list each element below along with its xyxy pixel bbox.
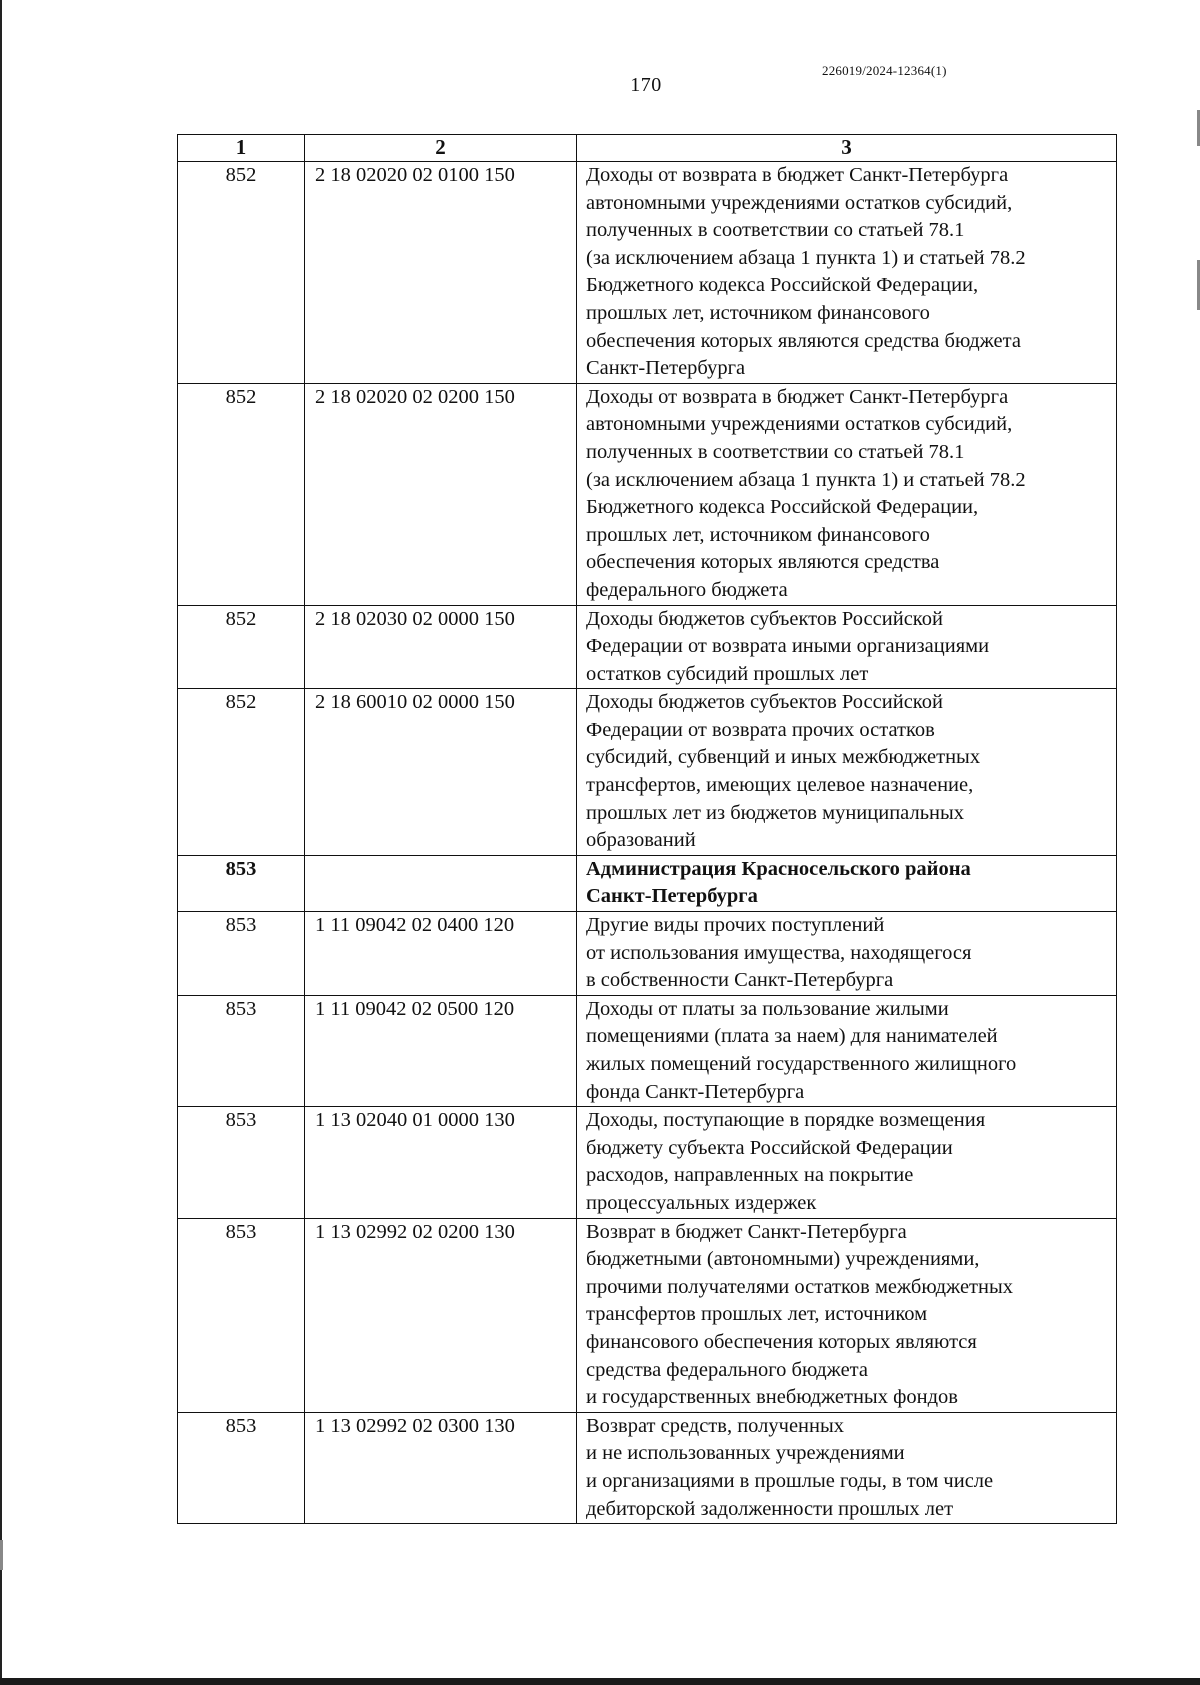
table-row bbox=[178, 1412, 1117, 1523]
kbk-code-cell: 2 18 02020 02 0100 150 bbox=[305, 162, 577, 384]
table-row bbox=[178, 605, 1117, 689]
column-header-3: 3 bbox=[577, 135, 1117, 162]
description-cell: Доходы бюджетов субъектов Российской Федерации от возврата иными организациями остатков субсидий прошлых лет bbox=[577, 605, 1117, 689]
admin-code-cell: 853 bbox=[178, 912, 305, 996]
admin-code-cell: 853 bbox=[178, 855, 305, 911]
kbk-code-cell: 2 18 60010 02 0000 150 bbox=[305, 689, 577, 856]
document-registration-number: 226019/2024-12364(1) bbox=[822, 63, 947, 78]
description-cell: Доходы бюджетов субъектов Российской Федерации от возврата прочих остатков субсидий, субвенций и иных межбюджетных трансфертов, имеющих целевое назначение, прошлых лет из бюджетов муниципальных образований bbox=[577, 689, 1117, 856]
kbk-code-cell: 1 13 02040 01 0000 130 bbox=[305, 1107, 577, 1218]
description-cell: Доходы, поступающие в порядке возмещения бюджету субъекта Российской Федерации расходов, направленных на покрытие процессуальных издержек bbox=[577, 1107, 1117, 1218]
table-header-row bbox=[178, 135, 1117, 162]
kbk-code-cell: 1 13 02992 02 0300 130 bbox=[305, 1412, 577, 1523]
kbk-code-cell: 2 18 02030 02 0000 150 bbox=[305, 605, 577, 689]
scan-margin-mark bbox=[0, 1540, 3, 1570]
admin-code-cell: 853 bbox=[178, 1218, 305, 1412]
scan-left-border bbox=[0, 0, 2, 1678]
section-title-cell: Администрация Красносельского района Санкт-Петербурга bbox=[577, 855, 1117, 911]
table-row bbox=[178, 912, 1117, 996]
description-cell: Возврат в бюджет Санкт-Петербурга бюджетными (автономными) учреждениями, прочими получателями остатков межбюджетных трансфертов прошлых лет, источником финансового обеспечения которых являются средства федерального бюджета и государственных внебюджетных фондов bbox=[577, 1218, 1117, 1412]
column-header-2: 2 bbox=[305, 135, 577, 162]
description-cell: Другие виды прочих поступлений от использования имущества, находящегося в собственности Санкт-Петербурга bbox=[577, 912, 1117, 996]
table-row bbox=[178, 995, 1117, 1106]
description-cell: Возврат средств, полученных и не использованных учреждениями и организациями в прошлые годы, в том числе дебиторской задолженности прошлых лет bbox=[577, 1412, 1117, 1523]
admin-code-cell: 853 bbox=[178, 1412, 305, 1523]
scan-bottom-border bbox=[0, 1678, 1200, 1685]
table-row bbox=[178, 689, 1117, 856]
admin-code-cell: 852 bbox=[178, 605, 305, 689]
kbk-code-cell: 1 13 02992 02 0200 130 bbox=[305, 1218, 577, 1412]
description-cell: Доходы от платы за пользование жилыми помещениями (плата за наем) для нанимателей жилых помещений государственного жилищного фонда Санкт-Петербурга bbox=[577, 995, 1117, 1106]
description-cell: Доходы от возврата в бюджет Санкт-Петербурга автономными учреждениями остатков субсидий, полученных в соответствии со статьей 78.1 (за исключением абзаца 1 пункта 1) и статьей 78.2 Бюджетного кодекса Российской Федерации, прошлых лет, источником финансового обеспечения которых являются средства бюджета Санкт-Петербурга bbox=[577, 162, 1117, 384]
column-header-1: 1 bbox=[178, 135, 305, 162]
page-number: 170 bbox=[630, 74, 662, 96]
table-row bbox=[178, 383, 1117, 605]
kbk-code-cell: 1 11 09042 02 0500 120 bbox=[305, 995, 577, 1106]
description-cell: Доходы от возврата в бюджет Санкт-Петербурга автономными учреждениями остатков субсидий, полученных в соответствии со статьей 78.1 (за исключением абзаца 1 пункта 1) и статьей 78.2 Бюджетного кодекса Российской Федерации, прошлых лет, источником финансового обеспечения которых являются средства федерального бюджета bbox=[577, 383, 1117, 605]
admin-code-cell: 852 bbox=[178, 162, 305, 384]
table-row bbox=[178, 162, 1117, 384]
admin-code-cell: 853 bbox=[178, 1107, 305, 1218]
kbk-code-cell: 2 18 02020 02 0200 150 bbox=[305, 383, 577, 605]
table-row bbox=[178, 1107, 1117, 1218]
kbk-code-cell bbox=[305, 855, 577, 911]
kbk-code-cell: 1 11 09042 02 0400 120 bbox=[305, 912, 577, 996]
admin-code-cell: 852 bbox=[178, 383, 305, 605]
admin-code-cell: 852 bbox=[178, 689, 305, 856]
table-row bbox=[178, 1218, 1117, 1412]
budget-revenue-table bbox=[177, 134, 1117, 1524]
admin-code-cell: 853 bbox=[178, 995, 305, 1106]
table-row-section-header bbox=[178, 855, 1117, 911]
